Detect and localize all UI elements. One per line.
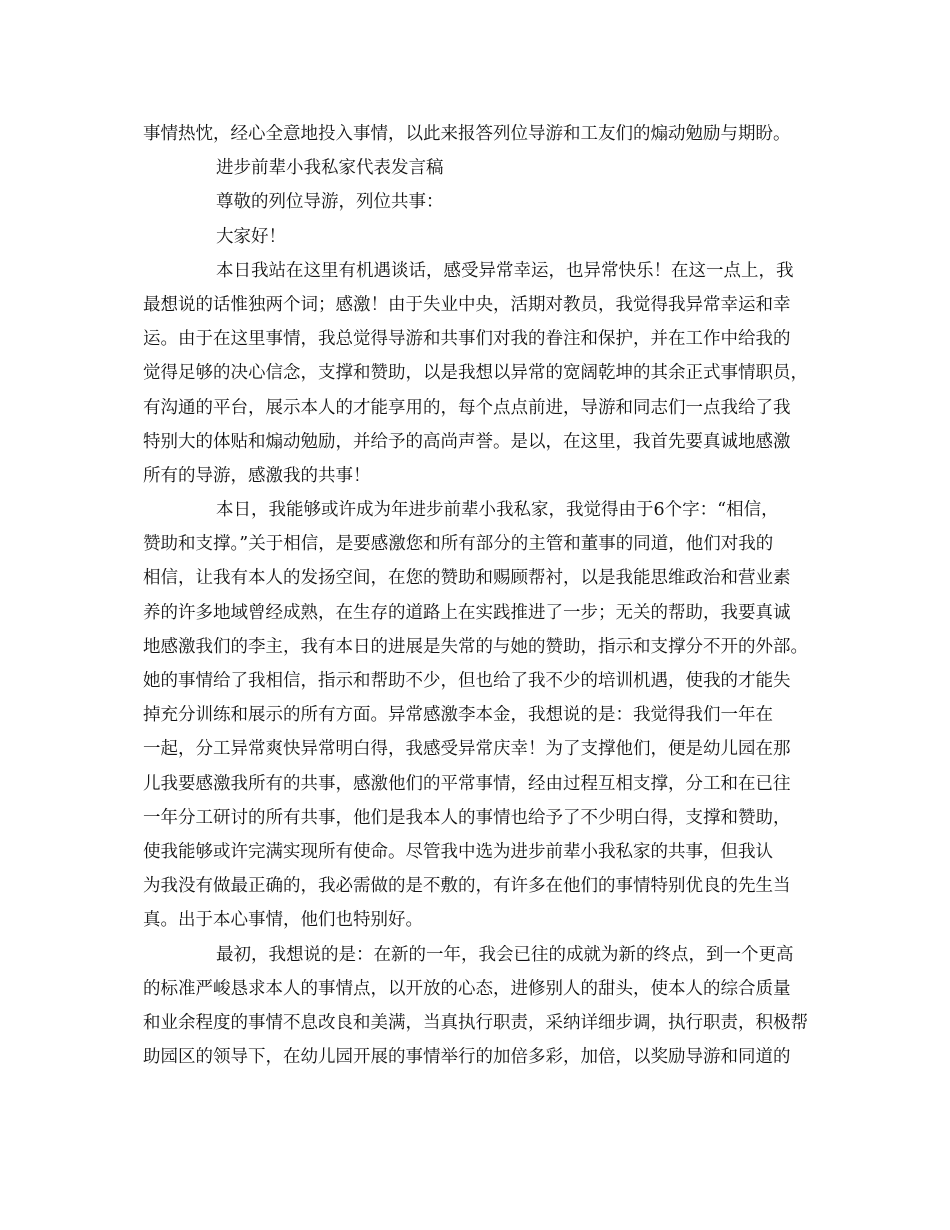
text-line: 赞助和支撑。”关于相信，是要感激您和所有部分的主管和董事的同道，他们对我的	[143, 534, 774, 555]
text-line: 所有的导游，感激我的共事！	[143, 465, 371, 486]
text-line: 使我能够或许完满实现所有使命。尽管我中选为进步前辈小我私家的共事，但我认	[143, 841, 773, 862]
text-line: 一起，分工异常爽快异常明白得，我感受异常庆幸！为了支撑他们，便是幼儿园在那	[143, 739, 791, 760]
text-line: 她的事情给了我相信，指示和帮助不少，但也给了我不少的培训机遇，使我的才能失	[143, 671, 791, 691]
text-line: 有沟通的平台，展示本人的才能享用的，每个点点前进，导游和同志们一点我给了我	[143, 397, 791, 418]
text-line: 事情热忱，经心全意地投入事情，以此来报答列位导游和工友们的煽动勉励与期盼。	[143, 124, 791, 144]
text-line: 掉充分训练和展示的所有方面。异常感激李本金，我想说的是：我觉得我们一年在	[143, 705, 773, 726]
text-line: 本日，我能够或许成为年进步前辈小我私家，我觉得由于6个字：“相信，	[216, 500, 779, 521]
text-line: 的标准严峻恳求本人的事情点，以开放的心态，进修别人的甜头，使本人的综合质量	[143, 978, 791, 999]
text-line: 一年分工研讨的所有共事，他们是我本人的事情也给予了不少明白得，支撑和赞助，	[143, 807, 791, 828]
text-line: 为我没有做最正确的，我必需做的是不敷的，有许多在他们的事情特别优良的先生当	[143, 876, 791, 897]
document-body	[143, 117, 843, 1074]
text-line: 进步前辈小我私家代表发言稿	[216, 158, 444, 179]
text-line: 儿我要感激我所有的共事，感激他们的平常事情，经由过程互相支撑，分工和在已往	[143, 773, 791, 794]
text-line: 最想说的话惟独两个词；感激！由于失业中央，活期对教员，我觉得我异常幸运和幸	[143, 294, 791, 315]
text-line: 觉得足够的决心信念，支撑和赞助，以是我想以异常的宽阔乾坤的其余正式事情职员，	[143, 363, 808, 384]
text-line: 大家好！	[216, 226, 286, 247]
text-line: 本日我站在这里有机遇谈话，感受异常幸运，也异常快乐！在这一点上，我	[216, 260, 794, 281]
text-line: 特别大的体贴和煽动勉励，并给予的高尚声誉。是以，在这里，我首先要真诚地感激	[143, 431, 791, 452]
text-line: 养的许多地域曾经成熟，在生存的道路上在实践推进了一步；无关的帮助，我要真诚	[143, 602, 791, 623]
text-line: 地感激我们的李主，我有本日的进展是失常的与她的赞助，指示和支撑分不开的外部。	[143, 636, 808, 657]
text-line: 和业余程度的事情不息改良和美满，当真执行职责，采纳详细步调，执行职责，积极帮	[143, 1012, 808, 1033]
text-line: 尊敬的列位导游，列位共事：	[216, 192, 444, 213]
text-line: 最初，我想说的是：在新的一年，我会已往的成就为新的终点，到一个更高	[216, 944, 794, 965]
text-line: 助园区的领导下，在幼儿园开展的事情举行的加倍多彩，加倍，以奖励导游和同道的	[143, 1047, 791, 1068]
text-line: 运。由于在这里事情，我总觉得导游和共事们对我的眷注和保护，并在工作中给我的	[143, 329, 791, 350]
text-line: 相信，让我有本人的发扬空间，在您的赞助和赐顾帮衬，以是我能思维政治和营业素	[143, 568, 791, 589]
text-line: 真。出于本心事情，他们也特别好。	[143, 910, 423, 931]
